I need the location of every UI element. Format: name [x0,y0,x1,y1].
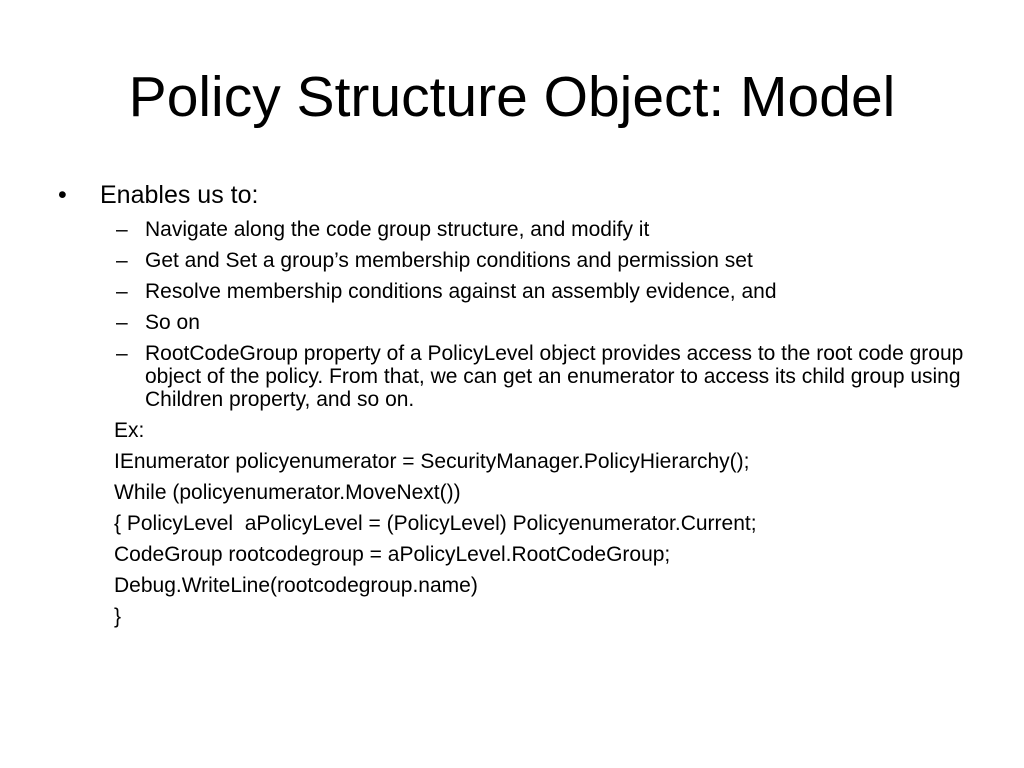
sub-bullet-text: Navigate along the code group structure, and modify it [145,218,650,241]
sub-bullet-text: RootCodeGroup property of a PolicyLevel object provides access to the root code group object of the policy. From that, we can get an enumerator to access its child group using Children property, and so on. [145,342,964,411]
bullet-marker: • [58,181,67,209]
code-example [58,419,988,628]
code-line: CodeGroup rootcodegroup = aPolicyLevel.RootCodeGroup; [114,543,671,566]
bullet-item [58,180,988,210]
slide-title: Policy Structure Object: Model [128,65,896,129]
sub-bullet-item [58,218,988,241]
sub-bullet-item [58,311,988,334]
dash-marker: – [116,342,128,365]
sub-bullet-item [58,249,988,272]
sub-bullet-item [58,342,988,411]
sub-bullet-text: So on [145,311,200,334]
code-line: Debug.WriteLine(rootcodegroup.name) [114,574,478,597]
code-line: Ex: [114,419,145,442]
bullet-text: Enables us to: [100,181,259,209]
code-line: While (policyenumerator.MoveNext()) [114,481,461,504]
dash-marker: – [116,280,128,303]
dash-marker: – [116,311,128,334]
code-line: IEnumerator policyenumerator = SecurityManager.PolicyHierarchy(); [114,450,750,473]
code-line: } [114,605,122,628]
sub-bullet-list [58,218,988,411]
dash-marker: – [116,218,128,241]
sub-bullet-text: Get and Set a group’s membership conditions and permission set [145,249,753,272]
code-line: { PolicyLevel aPolicyLevel = (PolicyLevel) Policyenumerator.Current; [114,512,757,535]
sub-bullet-item [58,280,988,303]
sub-bullet-text: Resolve membership conditions against an assembly evidence, and [145,280,777,303]
dash-marker: – [116,249,128,272]
slide-content [58,180,988,636]
